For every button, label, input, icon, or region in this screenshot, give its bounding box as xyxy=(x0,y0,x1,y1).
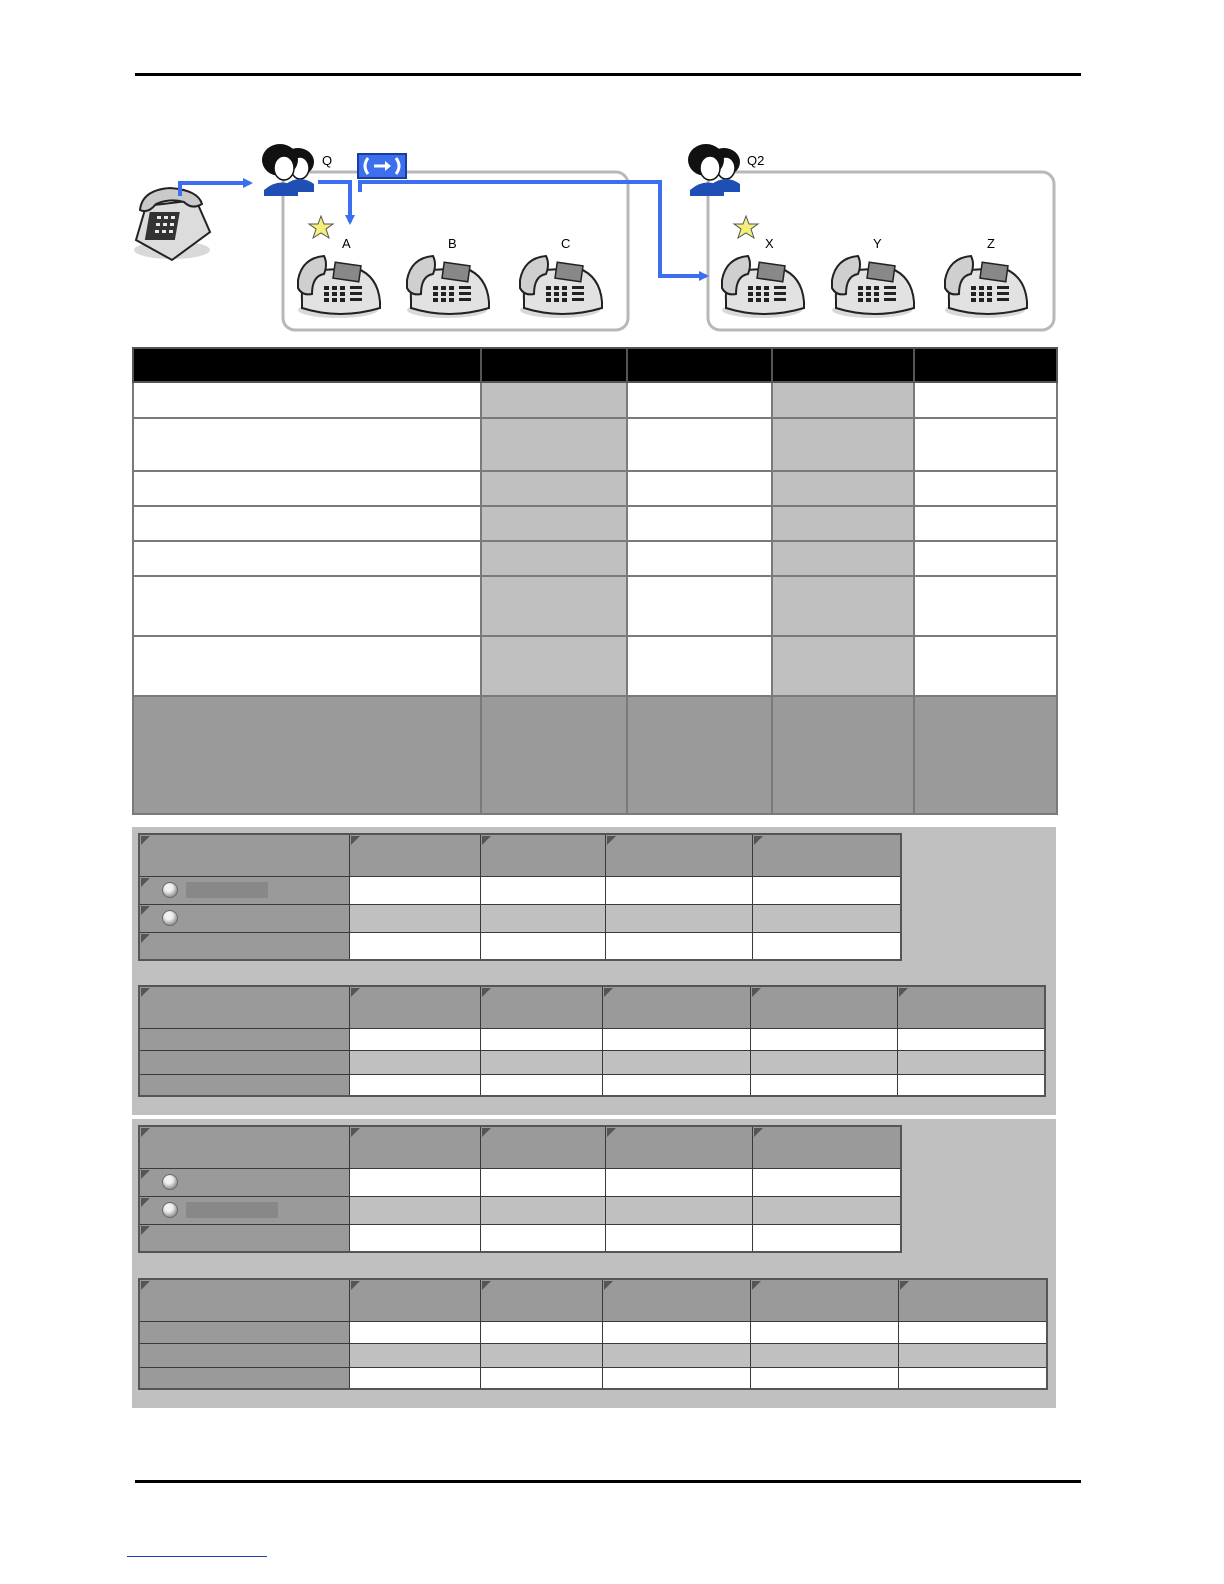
queue-1-label: Q xyxy=(322,153,333,168)
grid-header-cell xyxy=(480,834,605,876)
table-cell xyxy=(772,471,914,506)
table-cell xyxy=(602,1367,750,1389)
table-row xyxy=(139,986,1045,1028)
desk-phone-icon xyxy=(298,256,380,318)
table-cell xyxy=(139,1050,349,1074)
table-cell xyxy=(349,904,480,932)
table-cell xyxy=(349,1028,480,1050)
selection-bar xyxy=(186,882,268,898)
table-row xyxy=(139,1028,1045,1050)
table-cell xyxy=(750,986,897,1028)
table-cell xyxy=(349,1196,480,1224)
grid-row-header[interactable] xyxy=(139,1168,349,1196)
desk-phone-icon xyxy=(722,256,804,318)
table-cell xyxy=(752,1196,901,1224)
header-cell xyxy=(627,348,772,382)
header-cell xyxy=(914,348,1057,382)
table-row xyxy=(139,1074,1045,1096)
table-cell xyxy=(602,1050,750,1074)
table-cell xyxy=(133,636,481,696)
table-header-row xyxy=(133,348,1057,382)
radio-icon[interactable] xyxy=(162,882,178,898)
table-cell xyxy=(914,506,1057,541)
desk-phone-icon xyxy=(832,256,914,318)
table-cell xyxy=(627,382,772,418)
radio-icon[interactable] xyxy=(162,1202,178,1218)
phone-label-x: X xyxy=(765,236,774,251)
table-cell xyxy=(481,696,627,814)
table-cell xyxy=(627,471,772,506)
table-cell xyxy=(750,1050,897,1074)
table-cell xyxy=(914,576,1057,636)
desk-phone-icon xyxy=(407,256,489,318)
table-cell xyxy=(481,576,627,636)
table-cell xyxy=(898,1343,1047,1367)
table-cell xyxy=(602,986,750,1028)
table-cell xyxy=(627,506,772,541)
table-cell xyxy=(772,696,914,814)
table-cell xyxy=(914,636,1057,696)
table-row xyxy=(133,418,1057,471)
table-cell xyxy=(481,541,627,576)
radio-icon[interactable] xyxy=(162,1174,178,1190)
table-cell xyxy=(605,1224,752,1252)
table-cell xyxy=(480,1321,602,1343)
table-row xyxy=(133,696,1057,814)
table-cell xyxy=(897,1074,1045,1096)
header-cell xyxy=(481,348,627,382)
table-cell xyxy=(752,1224,901,1252)
diagram-canvas xyxy=(0,0,1224,345)
table-row xyxy=(139,904,901,932)
table-cell xyxy=(480,1074,602,1096)
table-row xyxy=(139,1279,1047,1321)
table-cell xyxy=(139,986,349,1028)
table-row xyxy=(139,1196,901,1224)
table-cell xyxy=(480,1126,605,1168)
table-row xyxy=(133,636,1057,696)
table-cell xyxy=(898,1321,1047,1343)
star-icon xyxy=(734,216,758,238)
table-cell xyxy=(480,1224,605,1252)
screenshot-panel-2 xyxy=(132,1119,1056,1408)
table-cell xyxy=(772,418,914,471)
grid-row-header xyxy=(139,932,349,960)
table-cell xyxy=(752,904,901,932)
table-row xyxy=(139,1126,901,1168)
table-cell xyxy=(914,471,1057,506)
table-cell xyxy=(897,986,1045,1028)
radio-icon[interactable] xyxy=(162,910,178,926)
table-cell xyxy=(133,541,481,576)
table-cell xyxy=(627,576,772,636)
agents-icon xyxy=(262,144,314,196)
table-cell xyxy=(752,1168,901,1196)
status-grid xyxy=(138,1125,902,1253)
grid-row-header[interactable] xyxy=(139,876,349,904)
table-cell xyxy=(752,932,901,960)
table-cell xyxy=(750,1279,898,1321)
table-cell xyxy=(349,1126,480,1168)
table-cell xyxy=(627,541,772,576)
selection-bar xyxy=(186,1202,278,1218)
table-row xyxy=(139,1168,901,1196)
stats-grid xyxy=(138,985,1046,1097)
table-cell xyxy=(349,876,480,904)
table-cell xyxy=(750,1074,897,1096)
grid-row-header xyxy=(139,1224,349,1252)
screenshot-panel-1 xyxy=(132,827,1056,1115)
table-cell xyxy=(139,1279,349,1321)
grid-row-header[interactable] xyxy=(139,904,349,932)
table-cell xyxy=(627,418,772,471)
table-cell xyxy=(139,1074,349,1096)
star-icon xyxy=(309,216,333,238)
table-row xyxy=(139,876,901,904)
phone-label-z: Z xyxy=(987,236,995,251)
table-cell xyxy=(914,696,1057,814)
table-cell xyxy=(898,1279,1047,1321)
table-cell xyxy=(349,1168,480,1196)
table-cell xyxy=(133,576,481,636)
table-cell xyxy=(772,576,914,636)
table-cell xyxy=(605,904,752,932)
table-row xyxy=(133,471,1057,506)
table-cell xyxy=(133,382,481,418)
header-cell xyxy=(772,348,914,382)
table-cell xyxy=(133,471,481,506)
table-cell xyxy=(349,1343,480,1367)
table-cell xyxy=(349,1224,480,1252)
table-cell xyxy=(772,541,914,576)
table-cell xyxy=(602,1343,750,1367)
table-cell xyxy=(750,1028,897,1050)
table-cell xyxy=(627,696,772,814)
table-cell xyxy=(481,418,627,471)
table-cell xyxy=(480,932,605,960)
table-row xyxy=(139,1050,1045,1074)
table-cell xyxy=(349,1321,480,1343)
table-cell xyxy=(480,1196,605,1224)
table-cell xyxy=(898,1367,1047,1389)
table-cell xyxy=(481,506,627,541)
table-cell xyxy=(605,1196,752,1224)
header-cell xyxy=(133,348,481,382)
table-row xyxy=(133,382,1057,418)
table-cell xyxy=(480,1343,602,1367)
table-cell xyxy=(480,1168,605,1196)
table-cell xyxy=(480,1367,602,1389)
table-cell xyxy=(602,1028,750,1050)
footer-link-underline[interactable] xyxy=(127,1556,267,1557)
footer-rule xyxy=(135,1480,1081,1483)
table-cell xyxy=(480,876,605,904)
table-cell xyxy=(349,1279,480,1321)
phone-label-c: C xyxy=(561,236,571,251)
table-row xyxy=(133,541,1057,576)
table-cell xyxy=(349,1367,480,1389)
table-cell xyxy=(897,1050,1045,1074)
table-cell xyxy=(752,876,901,904)
grid-header-cell xyxy=(139,834,349,876)
table-cell xyxy=(750,1367,898,1389)
table-cell xyxy=(627,636,772,696)
table-cell xyxy=(139,1028,349,1050)
table-cell xyxy=(481,382,627,418)
table-cell xyxy=(752,1126,901,1168)
table-cell xyxy=(349,986,480,1028)
table-cell xyxy=(480,1050,602,1074)
table-row xyxy=(139,1224,901,1252)
table-cell xyxy=(750,1321,898,1343)
status-grid xyxy=(138,833,902,961)
table-cell xyxy=(750,1343,898,1367)
table-cell xyxy=(772,506,914,541)
overflow-transfer-icon xyxy=(358,154,406,178)
table-cell xyxy=(349,932,480,960)
queue-2-label: Q2 xyxy=(747,153,765,168)
table-cell xyxy=(605,1126,752,1168)
table-cell xyxy=(772,382,914,418)
phone-label-y: Y xyxy=(873,236,882,251)
table-cell xyxy=(139,1321,349,1343)
table-cell xyxy=(139,1126,349,1168)
table-cell xyxy=(133,506,481,541)
caller-phone-icon xyxy=(134,188,210,260)
table-cell xyxy=(480,1028,602,1050)
table-cell xyxy=(139,1367,349,1389)
phone-label-b: B xyxy=(448,236,457,251)
table-cell xyxy=(605,1168,752,1196)
table-row xyxy=(139,834,901,876)
desk-phone-icon xyxy=(945,256,1027,318)
main-table xyxy=(132,347,1058,815)
table-cell xyxy=(480,986,602,1028)
table-row xyxy=(133,506,1057,541)
table-cell xyxy=(602,1321,750,1343)
table-cell xyxy=(605,876,752,904)
stats-grid xyxy=(138,1278,1048,1390)
table-row xyxy=(139,1343,1047,1367)
table-cell xyxy=(914,541,1057,576)
desk-phone-icon xyxy=(520,256,602,318)
table-row xyxy=(139,932,901,960)
table-row xyxy=(133,576,1057,636)
table-cell xyxy=(481,471,627,506)
table-cell xyxy=(914,382,1057,418)
phone-label-a: A xyxy=(342,236,351,251)
table-cell xyxy=(772,636,914,696)
grid-header-cell xyxy=(349,834,480,876)
table-cell xyxy=(349,1050,480,1074)
table-cell xyxy=(602,1074,750,1096)
overflow-diagram xyxy=(0,0,1224,345)
table-row xyxy=(139,1321,1047,1343)
table-cell xyxy=(602,1279,750,1321)
grid-header-cell xyxy=(752,834,901,876)
table-cell xyxy=(897,1028,1045,1050)
table-cell xyxy=(133,418,481,471)
table-cell xyxy=(139,1343,349,1367)
table-cell xyxy=(914,418,1057,471)
grid-row-header[interactable] xyxy=(139,1196,349,1224)
table-row xyxy=(139,1367,1047,1389)
table-cell xyxy=(480,904,605,932)
table-cell xyxy=(133,696,481,814)
agents-icon xyxy=(688,144,740,196)
grid-header-cell xyxy=(605,834,752,876)
table-cell xyxy=(480,1279,602,1321)
table-cell xyxy=(481,636,627,696)
table-cell xyxy=(349,1074,480,1096)
table-cell xyxy=(605,932,752,960)
